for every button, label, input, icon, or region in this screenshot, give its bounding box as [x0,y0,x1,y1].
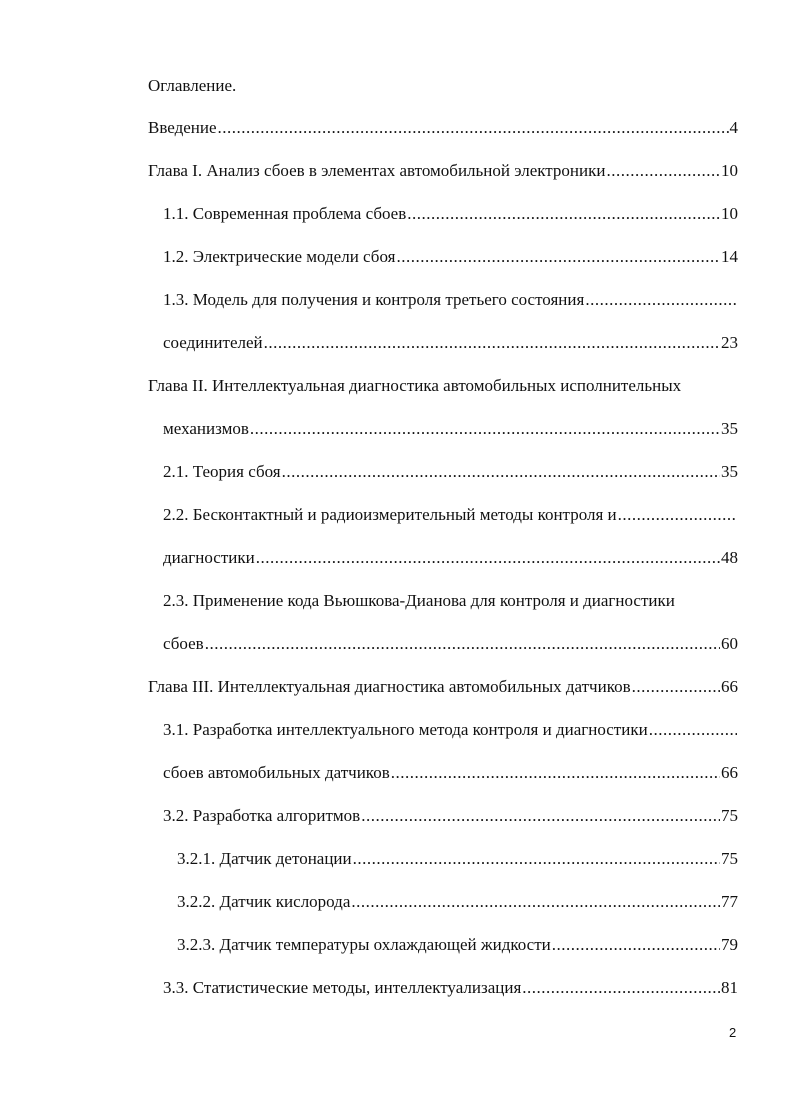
toc-entry-page: 66 [721,763,738,782]
toc-leader-dots [351,890,720,914]
toc-leader-dots [585,288,737,312]
toc-entry-text: 1.2. Электрические модели сбоя [163,247,396,266]
toc-entry-text: 3.3. Статистические методы, интеллектуализация [163,978,522,997]
toc-leader-dots [391,761,720,785]
toc-leader-dots [606,159,720,183]
toc-entry-2-3-cont [163,632,738,656]
toc-entry-text: Глава II. Интеллектуальная диагностика автомобильных исполнительных [148,376,682,395]
toc-entry-text: 3.2.1. Датчик детонации [177,849,352,868]
toc-entry-text: механизмов [163,419,249,438]
toc-entry-text: Глава III. Интеллектуальная диагностика автомобильных датчиков [148,677,631,696]
toc-entry-page: 48 [721,548,738,567]
toc-leader-dots [205,632,720,656]
toc-entry-3-2-2 [177,890,738,914]
toc-entry-text: соединителей [163,333,263,352]
toc-entry-introduction [148,116,738,140]
toc-entry-page: 4 [729,118,738,137]
toc-leader-dots [250,417,720,441]
toc-leader-dots [407,202,720,226]
toc-leader-dots [218,116,729,140]
toc-entry-text: 3.2. Разработка алгоритмов [163,806,361,825]
toc-entry-text: 2.1. Теория сбоя [163,462,281,481]
toc-entry-page: 35 [721,462,738,481]
toc-entry-2-2 [163,503,738,527]
toc-leader-dots [264,331,720,355]
toc-entry-2-2-cont [163,546,738,570]
toc-entry-text: 3.2.2. Датчик кислорода [177,892,351,911]
toc-leader-dots [552,933,720,957]
toc-entry-text: 1.3. Модель для получения и контроля третьего состояния [163,290,585,309]
toc-entry-chapter-2 [148,374,742,398]
toc-entry-page: 81 [721,978,738,997]
toc-leader-dots [649,718,737,742]
toc-leader-dots [353,847,720,871]
toc-entry-1-2 [163,245,738,269]
toc-leader-dots [618,503,737,527]
toc-entry-page: 75 [721,806,738,825]
toc-entry-1-3-cont [163,331,738,355]
toc-entry-chapter-1 [148,159,738,183]
page-number: 2 [729,1025,737,1040]
toc-entry-text: 2.2. Бесконтактный и радиоизмерительный методы контроля и [163,505,617,524]
toc-entry-2-3 [163,589,738,613]
toc-entry-text: Введение [148,118,217,137]
toc-entry-text: диагностики [163,548,255,567]
toc-leader-dots [396,245,720,269]
toc-leader-dots [632,675,720,699]
toc-entry-page: 10 [721,161,738,180]
toc-entry-page: 14 [721,247,738,266]
toc-entry-text: сбоев [163,634,204,653]
toc-entry-1-1 [163,202,738,226]
toc-leader-dots [361,804,720,828]
toc-entry-3-3 [163,976,738,1000]
toc-title: Оглавление. [148,76,237,95]
toc-entry-text: 3.2.3. Датчик температуры охлаждающей жидкости [177,935,551,954]
toc-entry-page: 75 [721,849,738,868]
toc-entry-page: 60 [721,634,738,653]
toc-leader-dots [522,976,720,1000]
toc-entry-3-1 [163,718,738,742]
toc-entry-2-1 [163,460,738,484]
toc-entry-page: 66 [721,677,738,696]
toc-entry-chapter-2-cont [163,417,738,441]
toc-entry-3-2 [163,804,738,828]
toc-entry-text: сбоев автомобильных датчиков [163,763,390,782]
toc-entry-page: 35 [721,419,738,438]
toc-entry-page: 10 [721,204,738,223]
toc-entry-chapter-3 [148,675,738,699]
toc-entry-text: 1.1. Современная проблема сбоев [163,204,407,223]
toc-leader-dots [256,546,720,570]
toc-entry-page: 79 [721,935,738,954]
toc-entry-1-3 [163,288,738,312]
toc-entry-3-1-cont [163,761,738,785]
toc-entry-text: 2.3. Применение кода Вьюшкова-Дианова для контроля и диагностики [163,591,675,610]
toc-entry-3-2-3 [177,933,738,957]
toc-entry-page: 77 [721,892,738,911]
toc-entry-text: 3.1. Разработка интеллектуального метода контроля и диагностики [163,720,648,739]
toc-leader-dots [282,460,720,484]
toc-entry-page: 23 [721,333,738,352]
toc-entry-text: Глава I. Анализ сбоев в элементах автомобильной электроники [148,161,606,180]
toc-entry-3-2-1 [177,847,738,871]
